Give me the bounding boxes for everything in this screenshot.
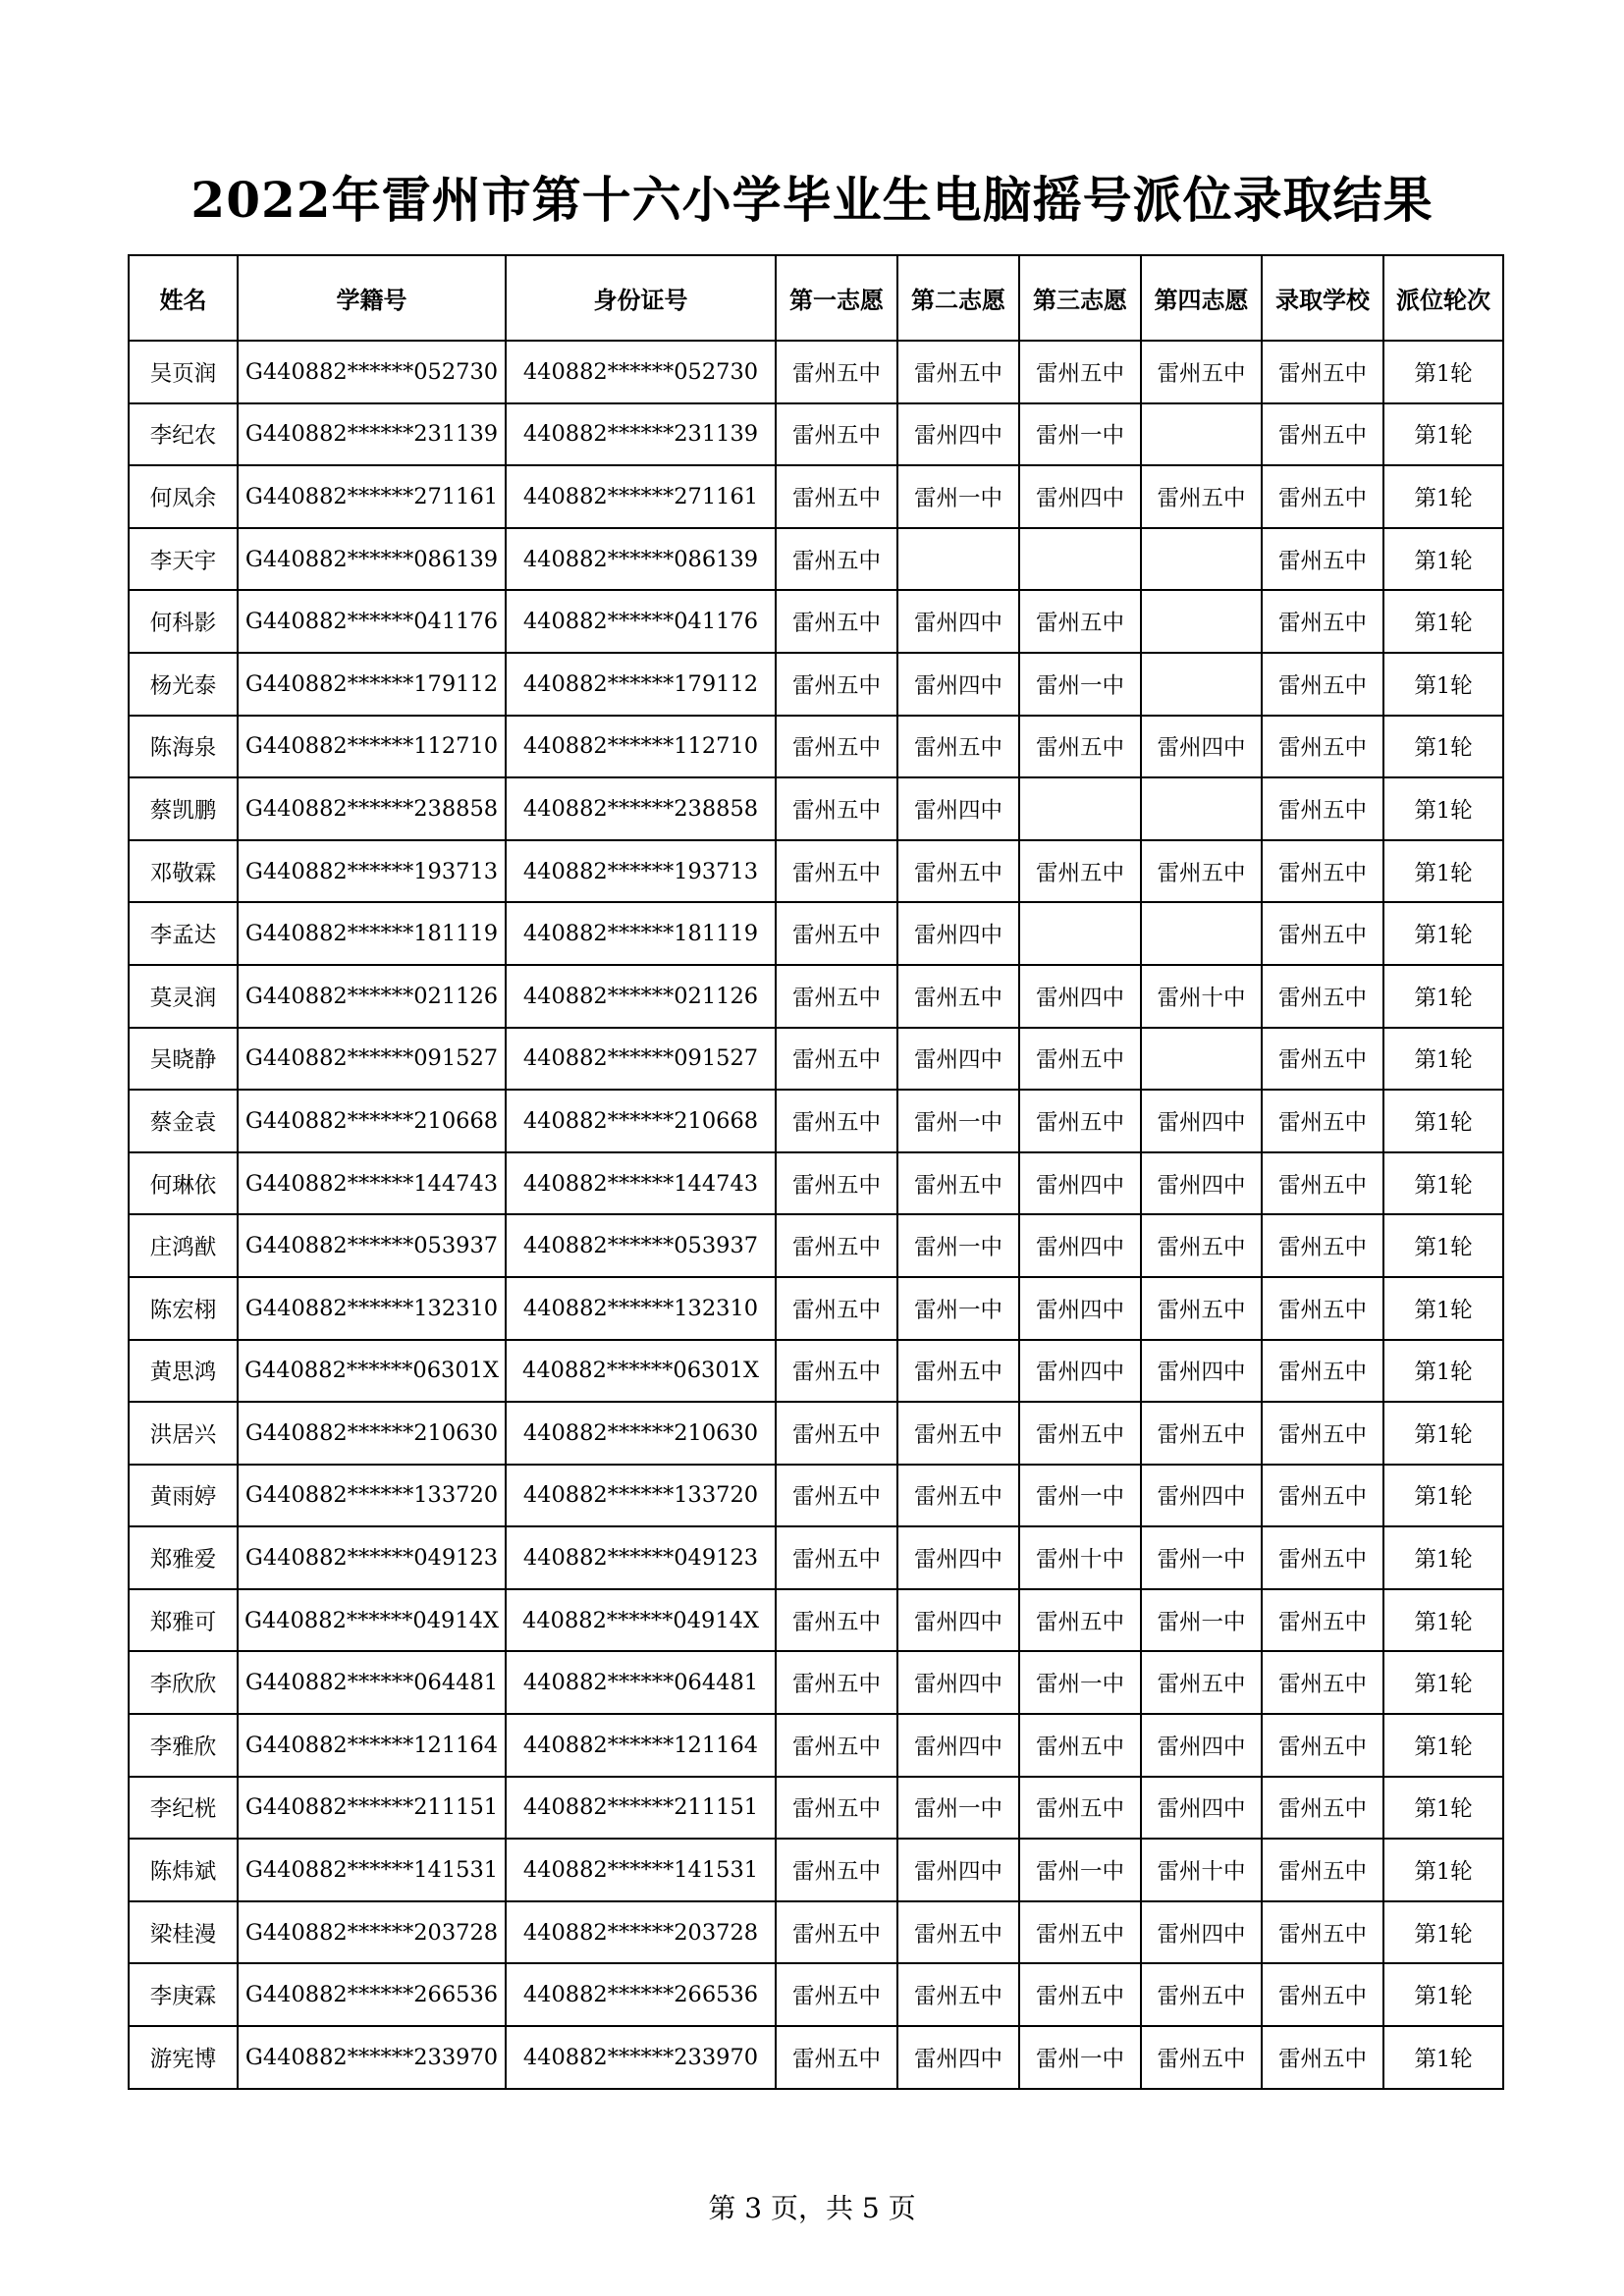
choice-3-cell: 雷州四中 <box>1019 1152 1141 1215</box>
assignment-round-cell: 第1轮 <box>1383 1214 1503 1277</box>
choice-3-cell: 雷州一中 <box>1019 1839 1141 1901</box>
choice-1-cell: 雷州五中 <box>776 1651 897 1714</box>
choice-2-cell: 雷州四中 <box>897 1651 1019 1714</box>
admitted-school-cell: 雷州五中 <box>1262 1277 1383 1340</box>
choice-1-cell: 雷州五中 <box>776 1465 897 1527</box>
id-card-number-cell: 440882******141531 <box>506 1839 776 1901</box>
table-row <box>129 1714 1503 1777</box>
student-id-cell: G440882******266536 <box>238 1963 506 2026</box>
table-row <box>129 1526 1503 1589</box>
student-id-cell: G440882******133720 <box>238 1465 506 1527</box>
id-card-number-cell: 440882******053937 <box>506 1214 776 1277</box>
table-row <box>129 1963 1503 2026</box>
table-row <box>129 902 1503 965</box>
choice-1-cell: 雷州五中 <box>776 1152 897 1215</box>
student-name-cell: 郑雅爱 <box>129 1526 238 1589</box>
id-card-number-cell: 440882******021126 <box>506 965 776 1028</box>
choice-4-cell <box>1141 590 1262 653</box>
choice-4-cell: 雷州五中 <box>1141 1402 1262 1465</box>
student-name-cell: 游宪博 <box>129 2026 238 2089</box>
table-row <box>129 653 1503 716</box>
table-row <box>129 1152 1503 1215</box>
choice-3-cell: 雷州五中 <box>1019 1028 1141 1091</box>
assignment-round-cell: 第1轮 <box>1383 653 1503 716</box>
choice-4-cell: 雷州五中 <box>1141 1214 1262 1277</box>
student-id-cell: G440882******144743 <box>238 1152 506 1215</box>
student-id-cell: G440882******091527 <box>238 1028 506 1091</box>
admitted-school-cell: 雷州五中 <box>1262 1839 1383 1901</box>
choice-2-cell: 雷州五中 <box>897 1340 1019 1403</box>
assignment-round-cell: 第1轮 <box>1383 1777 1503 1840</box>
choice-1-cell: 雷州五中 <box>776 1340 897 1403</box>
choice-2-cell: 雷州四中 <box>897 902 1019 965</box>
choice-1-cell: 雷州五中 <box>776 1963 897 2026</box>
choice-2-cell: 雷州四中 <box>897 1714 1019 1777</box>
choice-4-cell: 雷州四中 <box>1141 1152 1262 1215</box>
choice-1-cell: 雷州五中 <box>776 2026 897 2089</box>
choice-1-cell: 雷州五中 <box>776 1214 897 1277</box>
assignment-round-cell: 第1轮 <box>1383 965 1503 1028</box>
choice-2-cell: 雷州四中 <box>897 777 1019 840</box>
choice-4-cell: 雷州五中 <box>1141 1963 1262 2026</box>
admitted-school-cell: 雷州五中 <box>1262 1214 1383 1277</box>
table-row <box>129 1589 1503 1652</box>
choice-2-cell <box>897 528 1019 591</box>
admitted-school-cell: 雷州五中 <box>1262 1340 1383 1403</box>
student-id-cell: G440882******04914X <box>238 1589 506 1652</box>
choice-2-cell: 雷州四中 <box>897 1839 1019 1901</box>
choice-3-cell: 雷州五中 <box>1019 590 1141 653</box>
choice-2-cell: 雷州五中 <box>897 1901 1019 1964</box>
header-choice-2: 第二志愿 <box>897 255 1019 341</box>
choice-4-cell: 雷州五中 <box>1141 341 1262 403</box>
table-row <box>129 1277 1503 1340</box>
admitted-school-cell: 雷州五中 <box>1262 1465 1383 1527</box>
choice-1-cell: 雷州五中 <box>776 1777 897 1840</box>
choice-2-cell: 雷州五中 <box>897 840 1019 903</box>
id-card-number-cell: 440882******211151 <box>506 1777 776 1840</box>
id-card-number-cell: 440882******121164 <box>506 1714 776 1777</box>
table-row <box>129 1465 1503 1527</box>
choice-3-cell: 雷州四中 <box>1019 1214 1141 1277</box>
choice-4-cell <box>1141 528 1262 591</box>
id-card-number-cell: 440882******041176 <box>506 590 776 653</box>
choice-1-cell: 雷州五中 <box>776 716 897 778</box>
student-name-cell: 李纪桄 <box>129 1777 238 1840</box>
table-row <box>129 1901 1503 1964</box>
assignment-round-cell: 第1轮 <box>1383 840 1503 903</box>
student-name-cell: 蔡凯鹏 <box>129 777 238 840</box>
admitted-school-cell: 雷州五中 <box>1262 1963 1383 2026</box>
table-row <box>129 528 1503 591</box>
choice-2-cell: 雷州四中 <box>897 590 1019 653</box>
id-card-number-cell: 440882******233970 <box>506 2026 776 2089</box>
student-id-cell: G440882******052730 <box>238 341 506 403</box>
choice-2-cell: 雷州五中 <box>897 716 1019 778</box>
id-card-number-cell: 440882******112710 <box>506 716 776 778</box>
student-id-cell: G440882******06301X <box>238 1340 506 1403</box>
table-row <box>129 1839 1503 1901</box>
page-footer: 第 3 页，共 5 页 <box>708 2192 916 2224</box>
assignment-round-cell: 第1轮 <box>1383 2026 1503 2089</box>
admitted-school-cell: 雷州五中 <box>1262 777 1383 840</box>
student-name-cell: 莫灵润 <box>129 965 238 1028</box>
admitted-school-cell: 雷州五中 <box>1262 465 1383 528</box>
assignment-round-cell: 第1轮 <box>1383 1526 1503 1589</box>
assignment-round-cell: 第1轮 <box>1383 590 1503 653</box>
assignment-round-cell: 第1轮 <box>1383 1901 1503 1964</box>
choice-4-cell <box>1141 403 1262 466</box>
choice-1-cell: 雷州五中 <box>776 965 897 1028</box>
choice-4-cell <box>1141 777 1262 840</box>
choice-2-cell: 雷州四中 <box>897 2026 1019 2089</box>
admitted-school-cell: 雷州五中 <box>1262 716 1383 778</box>
id-card-number-cell: 440882******193713 <box>506 840 776 903</box>
choice-1-cell: 雷州五中 <box>776 1901 897 1964</box>
table-row <box>129 1340 1503 1403</box>
id-card-number-cell: 440882******179112 <box>506 653 776 716</box>
choice-4-cell: 雷州四中 <box>1141 1901 1262 1964</box>
choice-4-cell: 雷州四中 <box>1141 716 1262 778</box>
header-student-id: 学籍号 <box>238 255 506 341</box>
assignment-round-cell: 第1轮 <box>1383 1340 1503 1403</box>
id-card-number-cell: 440882******144743 <box>506 1152 776 1215</box>
choice-4-cell: 雷州五中 <box>1141 465 1262 528</box>
choice-3-cell: 雷州五中 <box>1019 1589 1141 1652</box>
id-card-number-cell: 440882******210668 <box>506 1090 776 1152</box>
student-name-cell: 庄鸿猷 <box>129 1214 238 1277</box>
student-name-cell: 李雅欣 <box>129 1714 238 1777</box>
choice-1-cell: 雷州五中 <box>776 1028 897 1091</box>
choice-1-cell: 雷州五中 <box>776 1402 897 1465</box>
choice-4-cell <box>1141 653 1262 716</box>
choice-1-cell: 雷州五中 <box>776 840 897 903</box>
choice-4-cell: 雷州五中 <box>1141 840 1262 903</box>
student-id-cell: G440882******112710 <box>238 716 506 778</box>
choice-3-cell <box>1019 528 1141 591</box>
choice-4-cell: 雷州一中 <box>1141 1526 1262 1589</box>
choice-2-cell: 雷州一中 <box>897 1277 1019 1340</box>
id-card-number-cell: 440882******04914X <box>506 1589 776 1652</box>
assignment-round-cell: 第1轮 <box>1383 1465 1503 1527</box>
assignment-round-cell: 第1轮 <box>1383 1839 1503 1901</box>
student-id-cell: G440882******233970 <box>238 2026 506 2089</box>
id-card-number-cell: 440882******181119 <box>506 902 776 965</box>
table-body <box>129 341 1503 2089</box>
student-name-cell: 吴晓静 <box>129 1028 238 1091</box>
choice-3-cell: 雷州五中 <box>1019 1090 1141 1152</box>
choice-2-cell: 雷州四中 <box>897 653 1019 716</box>
choice-1-cell: 雷州五中 <box>776 1589 897 1652</box>
table-row <box>129 1651 1503 1714</box>
student-name-cell: 吴页润 <box>129 341 238 403</box>
id-card-number-cell: 440882******06301X <box>506 1340 776 1403</box>
student-id-cell: G440882******021126 <box>238 965 506 1028</box>
choice-2-cell: 雷州一中 <box>897 1777 1019 1840</box>
table-row <box>129 1402 1503 1465</box>
admitted-school-cell: 雷州五中 <box>1262 1651 1383 1714</box>
table-row <box>129 465 1503 528</box>
choice-4-cell: 雷州四中 <box>1141 1090 1262 1152</box>
student-id-cell: G440882******086139 <box>238 528 506 591</box>
id-card-number-cell: 440882******091527 <box>506 1028 776 1091</box>
choice-2-cell: 雷州一中 <box>897 465 1019 528</box>
choice-3-cell: 雷州一中 <box>1019 1651 1141 1714</box>
student-id-cell: G440882******211151 <box>238 1777 506 1840</box>
choice-2-cell: 雷州五中 <box>897 1402 1019 1465</box>
admitted-school-cell: 雷州五中 <box>1262 1777 1383 1840</box>
admitted-school-cell: 雷州五中 <box>1262 1901 1383 1964</box>
choice-1-cell: 雷州五中 <box>776 777 897 840</box>
choice-2-cell: 雷州四中 <box>897 1526 1019 1589</box>
choice-3-cell: 雷州四中 <box>1019 1340 1141 1403</box>
choice-3-cell: 雷州五中 <box>1019 840 1141 903</box>
choice-1-cell: 雷州五中 <box>776 1090 897 1152</box>
assignment-round-cell: 第1轮 <box>1383 528 1503 591</box>
choice-3-cell: 雷州一中 <box>1019 1465 1141 1527</box>
student-name-cell: 黄雨婷 <box>129 1465 238 1527</box>
admitted-school-cell: 雷州五中 <box>1262 1714 1383 1777</box>
student-id-cell: G440882******179112 <box>238 653 506 716</box>
admitted-school-cell: 雷州五中 <box>1262 653 1383 716</box>
choice-3-cell: 雷州一中 <box>1019 653 1141 716</box>
student-name-cell: 何凤余 <box>129 465 238 528</box>
student-id-cell: G440882******041176 <box>238 590 506 653</box>
choice-3-cell: 雷州一中 <box>1019 2026 1141 2089</box>
student-id-cell: G440882******231139 <box>238 403 506 466</box>
choice-3-cell: 雷州五中 <box>1019 1777 1141 1840</box>
id-card-number-cell: 440882******133720 <box>506 1465 776 1527</box>
choice-3-cell: 雷州四中 <box>1019 465 1141 528</box>
assignment-round-cell: 第1轮 <box>1383 1090 1503 1152</box>
student-name-cell: 邓敬霖 <box>129 840 238 903</box>
choice-4-cell: 雷州四中 <box>1141 1340 1262 1403</box>
header-admitted-school: 录取学校 <box>1262 255 1383 341</box>
student-name-cell: 李庚霖 <box>129 1963 238 2026</box>
student-name-cell: 李天宇 <box>129 528 238 591</box>
id-card-number-cell: 440882******210630 <box>506 1402 776 1465</box>
id-card-number-cell: 440882******238858 <box>506 777 776 840</box>
id-card-number-cell: 440882******266536 <box>506 1963 776 2026</box>
choice-2-cell: 雷州五中 <box>897 1152 1019 1215</box>
student-name-cell: 杨光泰 <box>129 653 238 716</box>
student-name-cell: 何科影 <box>129 590 238 653</box>
choice-4-cell <box>1141 1028 1262 1091</box>
choice-4-cell: 雷州五中 <box>1141 1277 1262 1340</box>
table-row <box>129 341 1503 403</box>
choice-3-cell <box>1019 777 1141 840</box>
choice-2-cell: 雷州一中 <box>897 1214 1019 1277</box>
choice-3-cell: 雷州一中 <box>1019 403 1141 466</box>
student-id-cell: G440882******203728 <box>238 1901 506 1964</box>
admitted-school-cell: 雷州五中 <box>1262 1402 1383 1465</box>
admitted-school-cell: 雷州五中 <box>1262 1526 1383 1589</box>
admission-results-table <box>128 254 1504 2090</box>
choice-3-cell: 雷州四中 <box>1019 965 1141 1028</box>
table-row <box>129 403 1503 466</box>
choice-4-cell: 雷州十中 <box>1141 1839 1262 1901</box>
header-choice-1: 第一志愿 <box>776 255 897 341</box>
admitted-school-cell: 雷州五中 <box>1262 1152 1383 1215</box>
choice-1-cell: 雷州五中 <box>776 341 897 403</box>
choice-1-cell: 雷州五中 <box>776 1277 897 1340</box>
id-card-number-cell: 440882******203728 <box>506 1901 776 1964</box>
choice-2-cell: 雷州五中 <box>897 965 1019 1028</box>
assignment-round-cell: 第1轮 <box>1383 1152 1503 1215</box>
assignment-round-cell: 第1轮 <box>1383 716 1503 778</box>
choice-3-cell: 雷州五中 <box>1019 1901 1141 1964</box>
table-row <box>129 777 1503 840</box>
student-id-cell: G440882******053937 <box>238 1214 506 1277</box>
choice-1-cell: 雷州五中 <box>776 1526 897 1589</box>
student-name-cell: 李孟达 <box>129 902 238 965</box>
choice-4-cell: 雷州四中 <box>1141 1714 1262 1777</box>
choice-2-cell: 雷州四中 <box>897 403 1019 466</box>
assignment-round-cell: 第1轮 <box>1383 1963 1503 2026</box>
student-name-cell: 何琳依 <box>129 1152 238 1215</box>
admitted-school-cell: 雷州五中 <box>1262 403 1383 466</box>
assignment-round-cell: 第1轮 <box>1383 1277 1503 1340</box>
page-title: 2022年雷州市第十六小学毕业生电脑摇号派位录取结果 <box>190 171 1434 229</box>
choice-2-cell: 雷州一中 <box>897 1090 1019 1152</box>
student-name-cell: 洪居兴 <box>129 1402 238 1465</box>
header-round: 派位轮次 <box>1383 255 1503 341</box>
assignment-round-cell: 第1轮 <box>1383 1028 1503 1091</box>
student-name-cell: 黄思鸿 <box>129 1340 238 1403</box>
table-row <box>129 1214 1503 1277</box>
admitted-school-cell: 雷州五中 <box>1262 2026 1383 2089</box>
id-card-number-cell: 440882******052730 <box>506 341 776 403</box>
header-name: 姓名 <box>129 255 238 341</box>
student-id-cell: G440882******141531 <box>238 1839 506 1901</box>
student-id-cell: G440882******064481 <box>238 1651 506 1714</box>
admitted-school-cell: 雷州五中 <box>1262 528 1383 591</box>
assignment-round-cell: 第1轮 <box>1383 341 1503 403</box>
table-row <box>129 716 1503 778</box>
student-id-cell: G440882******049123 <box>238 1526 506 1589</box>
table-row <box>129 1090 1503 1152</box>
student-name-cell: 梁桂漫 <box>129 1901 238 1964</box>
student-id-cell: G440882******121164 <box>238 1714 506 1777</box>
id-card-number-cell: 440882******049123 <box>506 1526 776 1589</box>
student-name-cell: 李纪农 <box>129 403 238 466</box>
choice-3-cell: 雷州五中 <box>1019 716 1141 778</box>
assignment-round-cell: 第1轮 <box>1383 1402 1503 1465</box>
id-card-number-cell: 440882******086139 <box>506 528 776 591</box>
choice-2-cell: 雷州五中 <box>897 1465 1019 1527</box>
admitted-school-cell: 雷州五中 <box>1262 840 1383 903</box>
assignment-round-cell: 第1轮 <box>1383 902 1503 965</box>
student-name-cell: 蔡金袁 <box>129 1090 238 1152</box>
choice-1-cell: 雷州五中 <box>776 528 897 591</box>
admitted-school-cell: 雷州五中 <box>1262 1028 1383 1091</box>
choice-3-cell <box>1019 902 1141 965</box>
table-row <box>129 590 1503 653</box>
choice-3-cell: 雷州四中 <box>1019 1277 1141 1340</box>
table-row <box>129 965 1503 1028</box>
choice-4-cell: 雷州四中 <box>1141 1465 1262 1527</box>
choice-2-cell: 雷州五中 <box>897 1963 1019 2026</box>
student-id-cell: G440882******271161 <box>238 465 506 528</box>
student-name-cell: 陈宏栩 <box>129 1277 238 1340</box>
choice-1-cell: 雷州五中 <box>776 902 897 965</box>
choice-1-cell: 雷州五中 <box>776 590 897 653</box>
student-name-cell: 陈海泉 <box>129 716 238 778</box>
choice-2-cell: 雷州五中 <box>897 341 1019 403</box>
student-id-cell: G440882******132310 <box>238 1277 506 1340</box>
admitted-school-cell: 雷州五中 <box>1262 590 1383 653</box>
choice-4-cell: 雷州四中 <box>1141 1777 1262 1840</box>
id-card-number-cell: 440882******064481 <box>506 1651 776 1714</box>
choice-3-cell: 雷州五中 <box>1019 1714 1141 1777</box>
assignment-round-cell: 第1轮 <box>1383 1651 1503 1714</box>
student-name-cell: 李欣欣 <box>129 1651 238 1714</box>
choice-3-cell: 雷州五中 <box>1019 1963 1141 2026</box>
admitted-school-cell: 雷州五中 <box>1262 1589 1383 1652</box>
header-choice-4: 第四志愿 <box>1141 255 1262 341</box>
assignment-round-cell: 第1轮 <box>1383 1714 1503 1777</box>
id-card-number-cell: 440882******231139 <box>506 403 776 466</box>
id-card-number-cell: 440882******132310 <box>506 1277 776 1340</box>
header-id-card: 身份证号 <box>506 255 776 341</box>
admitted-school-cell: 雷州五中 <box>1262 965 1383 1028</box>
id-card-number-cell: 440882******271161 <box>506 465 776 528</box>
table-row <box>129 2026 1503 2089</box>
admitted-school-cell: 雷州五中 <box>1262 1090 1383 1152</box>
student-name-cell: 郑雅可 <box>129 1589 238 1652</box>
student-id-cell: G440882******193713 <box>238 840 506 903</box>
choice-1-cell: 雷州五中 <box>776 465 897 528</box>
choice-4-cell: 雷州十中 <box>1141 965 1262 1028</box>
choice-4-cell <box>1141 902 1262 965</box>
choice-4-cell: 雷州五中 <box>1141 1651 1262 1714</box>
choice-2-cell: 雷州四中 <box>897 1589 1019 1652</box>
choice-3-cell: 雷州五中 <box>1019 1402 1141 1465</box>
choice-1-cell: 雷州五中 <box>776 403 897 466</box>
admitted-school-cell: 雷州五中 <box>1262 902 1383 965</box>
choice-3-cell: 雷州十中 <box>1019 1526 1141 1589</box>
choice-2-cell: 雷州四中 <box>897 1028 1019 1091</box>
student-name-cell: 陈炜斌 <box>129 1839 238 1901</box>
admitted-school-cell: 雷州五中 <box>1262 341 1383 403</box>
assignment-round-cell: 第1轮 <box>1383 1589 1503 1652</box>
choice-1-cell: 雷州五中 <box>776 653 897 716</box>
assignment-round-cell: 第1轮 <box>1383 465 1503 528</box>
table-row <box>129 1777 1503 1840</box>
table-row <box>129 1028 1503 1091</box>
choice-4-cell: 雷州一中 <box>1141 1589 1262 1652</box>
choice-1-cell: 雷州五中 <box>776 1714 897 1777</box>
table-row <box>129 840 1503 903</box>
choice-4-cell: 雷州五中 <box>1141 2026 1262 2089</box>
table-header-row <box>129 255 1503 341</box>
student-id-cell: G440882******210630 <box>238 1402 506 1465</box>
choice-3-cell: 雷州五中 <box>1019 341 1141 403</box>
assignment-round-cell: 第1轮 <box>1383 777 1503 840</box>
student-id-cell: G440882******181119 <box>238 902 506 965</box>
assignment-round-cell: 第1轮 <box>1383 403 1503 466</box>
header-choice-3: 第三志愿 <box>1019 255 1141 341</box>
choice-1-cell: 雷州五中 <box>776 1839 897 1901</box>
student-id-cell: G440882******210668 <box>238 1090 506 1152</box>
student-id-cell: G440882******238858 <box>238 777 506 840</box>
